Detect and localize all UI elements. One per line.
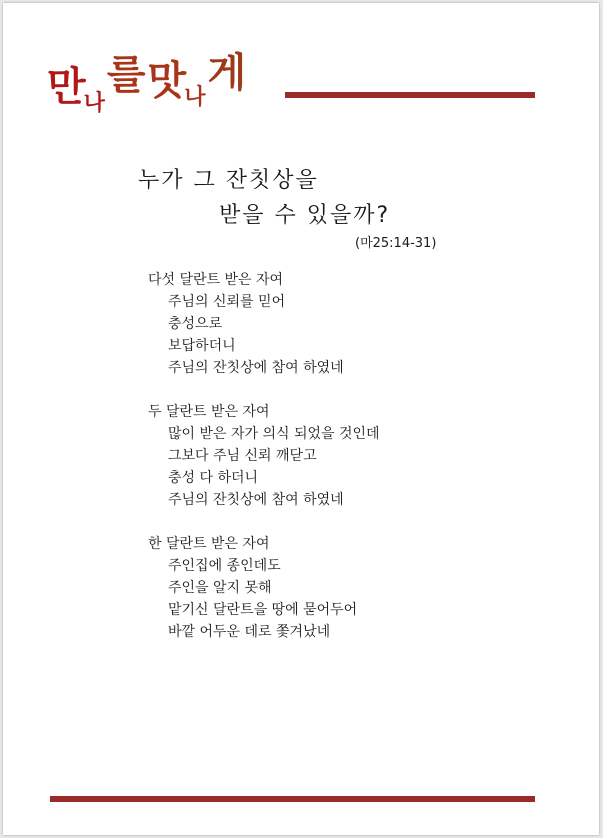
stanza-heading: 한 달란트 받은 자여	[148, 536, 270, 552]
logo-char: 게	[207, 50, 247, 96]
header-rule	[285, 92, 535, 98]
stanza-line: 바깥 어두운 데로 쫓겨났네	[168, 624, 331, 640]
logo-char: 나	[83, 91, 105, 116]
stanza-line: 보답하더니	[168, 338, 236, 354]
stanza-heading: 두 달란트 받은 자여	[148, 404, 270, 420]
stanza-line: 충성으로	[168, 316, 223, 332]
logo-char: 만	[47, 64, 86, 110]
stanza-line: 주님의 신뢰를 믿어	[168, 294, 286, 310]
logo-char: 맛	[147, 58, 187, 104]
logo-char: 를	[106, 52, 146, 98]
stanza-line: 많이 받은 자가 의식 되었을 것인데	[168, 426, 380, 442]
scripture-reference: (마25:14-31)	[355, 236, 437, 251]
stanza-line: 주님의 잔칫상에 참여 하였네	[168, 492, 344, 508]
stanza-line: 그보다 주님 신뢰 깨닫고	[168, 448, 317, 464]
document-page	[3, 3, 599, 835]
stanza-line: 주인을 알지 못해	[168, 580, 272, 596]
footer-rule	[50, 796, 535, 802]
stanza	[148, 533, 380, 643]
title-line-2: 받을 수 있을까?	[219, 203, 391, 228]
title-line-1: 누가 그 잔칫상을	[138, 168, 319, 193]
stanza-line: 주님의 잔칫상에 참여 하였네	[168, 360, 344, 376]
stanza	[148, 269, 380, 379]
logo	[47, 47, 246, 117]
stanza-line: 충성 다 하더니	[168, 470, 259, 486]
logo-char: 나	[184, 85, 206, 110]
stanza-heading: 다섯 달란트 받은 자여	[148, 272, 284, 288]
stanza-line: 주인집에 종인데도	[168, 558, 281, 574]
poem-body	[148, 269, 380, 665]
stanza	[148, 401, 380, 511]
stanza-line: 맡기신 달란트을 땅에 묻어두어	[168, 602, 358, 618]
